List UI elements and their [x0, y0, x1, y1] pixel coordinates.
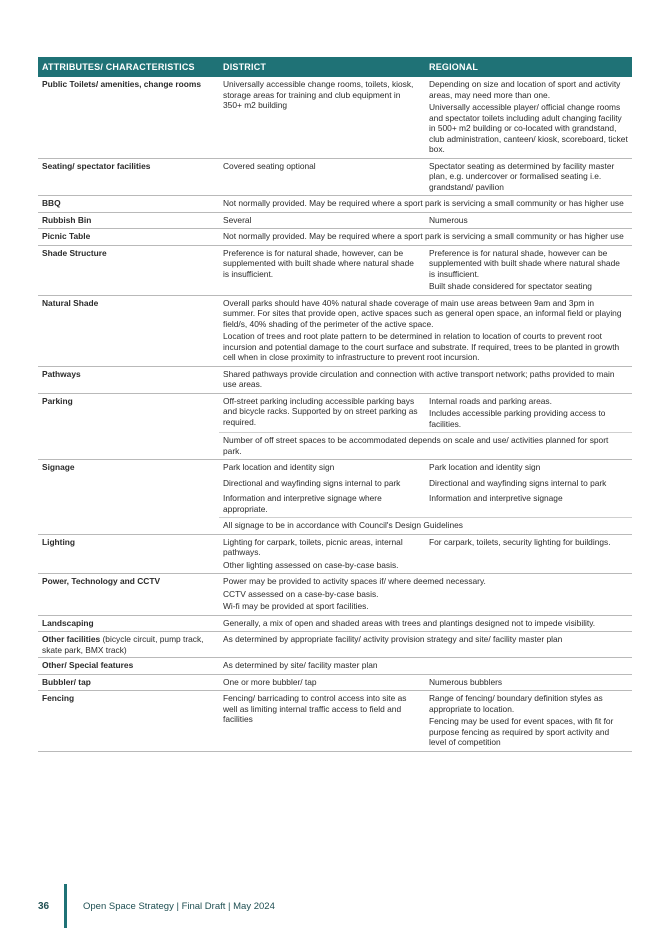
regional-cell	[425, 691, 632, 751]
cell-text: Park location and identity sign	[429, 462, 541, 472]
table-row	[38, 196, 632, 213]
district-cell	[219, 535, 425, 574]
cell-text: Universally accessible player/ official change rooms and spectator toilets including adult changing facility in 500+ m2 building or co-located with grandstand, club administration, canteen/ kiosk, scoreboard, ticket box.	[429, 102, 628, 154]
cell-text: Wi-fi may be provided at sport facilities.	[223, 601, 369, 611]
cell-text: Park location and identity sign	[223, 462, 335, 472]
regional-cell	[425, 491, 632, 517]
row-attribute: Signage	[42, 462, 75, 472]
table-row	[38, 159, 632, 197]
district-cell	[219, 491, 425, 517]
cell-text: Information and interpretive signage where appropriate.	[223, 493, 382, 514]
spanning-cell	[219, 432, 632, 459]
district-cell	[219, 246, 425, 295]
spanning-cell	[219, 658, 632, 674]
header-district: DISTRICT	[223, 62, 267, 72]
table-row	[38, 691, 632, 752]
footer-accent-bar	[64, 884, 67, 928]
table-row	[38, 296, 632, 367]
row-attribute: Bubbler/ tap	[42, 676, 91, 687]
regional-cell	[425, 246, 632, 295]
regional-cell	[425, 675, 632, 691]
spanning-cell	[219, 229, 632, 245]
district-cell	[219, 460, 425, 476]
regional-cell	[425, 159, 632, 196]
district-cell	[219, 159, 425, 196]
district-cell	[219, 394, 425, 433]
header-attributes: ATTRIBUTES/ CHARACTERISTICS	[42, 62, 195, 72]
cell-text: Location of trees and root plate pattern to be determined in relation to location of courts to prevent root incursion and potential damage to the court surface and substrate. If required, trees to be planted in growth cell when in close proximity to infrastructure to prevent root incursion.	[223, 331, 620, 362]
row-attribute: Seating/ spectator facilities	[42, 160, 151, 171]
cell-text: Generally, a mix of open and shaded areas with trees and plantings designed not to impede visibility.	[223, 617, 596, 628]
cell-text: Covered seating optional	[223, 160, 316, 171]
table-row	[38, 574, 632, 616]
cell-text: Built shade considered for spectator seating	[429, 281, 592, 291]
cell-text: As determined by appropriate facility/ activity provision strategy and site/ facility master plan	[223, 634, 563, 644]
row-attribute	[38, 632, 219, 657]
cell-text: Preference is for natural shade, however can be supplemented with built shade where natural shade is insufficient.	[429, 247, 620, 279]
row-attribute: Lighting	[42, 536, 76, 547]
cell-text: Shared pathways provide circulation and connection with active transport network; paths provided to main use areas.	[223, 368, 615, 389]
row-attribute: Natural Shade	[42, 297, 99, 308]
table-row	[38, 632, 632, 658]
cell-text: Spectator seating as determined by facility master plan, e.g. undercover or formalised seating i.e. grandstand/ pavilion	[429, 160, 615, 192]
row-attribute: Parking	[42, 395, 73, 406]
cell-text: Other lighting assessed on case-by-case basis.	[223, 559, 399, 570]
table-header-row	[38, 57, 632, 77]
cell-text: Number of off street spaces to be accommodated depends on scale and use/ activities planned for sport park.	[223, 435, 609, 456]
row-attribute: Fencing	[42, 693, 75, 703]
table-row	[38, 460, 632, 535]
attribute-note: (bicycle circuit, pump track, skate park, BMX track)	[42, 634, 204, 655]
row-attribute: BBQ	[42, 198, 61, 208]
table-row	[38, 77, 632, 159]
cell-text: Overall parks should have 40% natural shade coverage of main use areas between 9am and 3pm in summer. For sites that provide open, active spaces such as general open space, an informal field or playing field/s, 40% shading of the perimeter of the active space.	[223, 297, 622, 329]
cell-text: Universally accessible change rooms, toilets, kiosk, storage areas for training and club equipment in 350+ m2 building	[223, 79, 414, 110]
row-attribute: Pathways	[42, 368, 81, 379]
table-row	[38, 675, 632, 692]
table-row	[38, 229, 632, 246]
spanning-cell	[219, 296, 632, 366]
district-cell	[219, 213, 425, 229]
cell-text: Several	[223, 214, 252, 225]
regional-cell	[425, 394, 632, 433]
cell-text: Internal roads and parking areas.	[429, 395, 552, 406]
cell-text: Not normally provided. May be required where a sport park is servicing a small community or has higher use	[223, 198, 624, 208]
cell-text: CCTV assessed on a case-by-case basis.	[223, 588, 379, 599]
spanning-cell	[219, 367, 632, 393]
spanning-cell	[219, 616, 632, 632]
table-row	[38, 535, 632, 575]
row-attribute: Rubbish Bin	[42, 214, 92, 225]
spanning-cell	[219, 517, 632, 534]
row-attribute: Landscaping	[42, 617, 94, 628]
cell-text: As determined by site/ facility master plan	[223, 660, 378, 670]
district-cell	[219, 476, 425, 492]
row-attribute: Other/ Special features	[42, 660, 134, 670]
cell-text: Fencing/ barricading to control access into site as well as limiting internal traffic access to field and facilities	[223, 693, 407, 724]
table-row	[38, 658, 632, 675]
cell-text: Power may be provided to activity spaces if/ where deemed necessary.	[223, 576, 486, 586]
row-attribute: Power, Technology and CCTV	[42, 576, 161, 586]
cell-text: Depending on size and location of sport and activity areas, may need more than one.	[429, 79, 621, 100]
table-row	[38, 394, 632, 461]
district-cell	[219, 675, 425, 691]
cell-text: Off-street parking including accessible parking bays and bicycle racks. Supported by on street parking as required.	[223, 395, 418, 427]
spanning-cell	[219, 632, 632, 657]
regional-cell	[425, 460, 632, 476]
attribute-label: Other facilities	[42, 634, 101, 644]
cell-text: One or more bubbler/ tap	[223, 676, 317, 687]
table-row	[38, 213, 632, 230]
district-cell	[219, 77, 425, 158]
cell-text: Range of fencing/ boundary definition styles as appropriate to location.	[429, 693, 603, 714]
table-row	[38, 367, 632, 394]
row-attribute: Public Toilets/ amenities, change rooms	[42, 79, 202, 89]
cell-text: For carpark, toilets, security lighting for buildings.	[429, 536, 611, 547]
cell-text: All signage to be in accordance with Council's Design Guidelines	[223, 520, 463, 530]
page-number: 36	[38, 900, 50, 912]
row-attribute: Shade Structure	[42, 247, 107, 258]
regional-cell	[425, 213, 632, 229]
cell-text: Not normally provided. May be required where a sport park is servicing a small community or has higher use	[223, 231, 624, 241]
spanning-cell	[219, 574, 632, 615]
cell-text: Fencing may be used for event spaces, with fit for purpose fencing as required by sport activity and level of competition	[429, 716, 614, 747]
district-cell	[219, 691, 425, 751]
header-regional: REGIONAL	[429, 62, 479, 72]
table-row	[38, 246, 632, 296]
cell-text: Numerous	[429, 214, 468, 225]
regional-cell	[425, 476, 632, 492]
regional-cell	[425, 77, 632, 158]
characteristics-table	[38, 57, 632, 752]
cell-text: Preference is for natural shade, however, can be supplemented with built shade where natural shade is insufficient.	[223, 247, 414, 279]
table-row	[38, 616, 632, 633]
page-footer	[38, 884, 275, 928]
cell-text: Numerous bubblers	[429, 676, 503, 687]
cell-text: Includes accessible parking providing access to facilities.	[429, 408, 606, 429]
footer-title: Open Space Strategy | Final Draft | May 2024	[83, 900, 275, 912]
spanning-cell	[219, 196, 632, 212]
cell-text: Directional and wayfinding signs internal to park	[429, 477, 607, 488]
regional-cell	[425, 535, 632, 574]
row-attribute: Picnic Table	[42, 231, 91, 241]
cell-text: Lighting for carpark, toilets, picnic areas, internal pathways.	[223, 536, 403, 557]
cell-text: Directional and wayfinding signs internal to park	[223, 477, 401, 488]
cell-text: Information and interpretive signage	[429, 493, 563, 503]
